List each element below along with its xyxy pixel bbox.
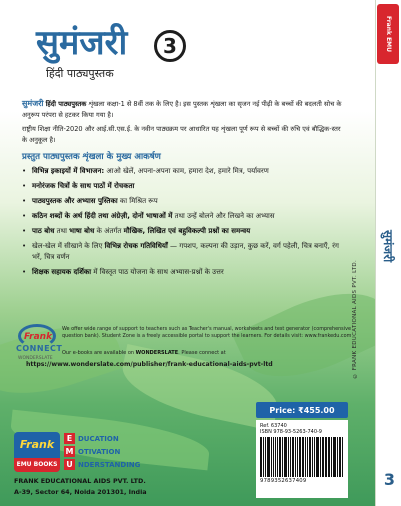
publisher-address: A-39, Sector 64, Noida 201301, India: [14, 488, 147, 496]
barcode-block: [256, 420, 348, 498]
connect-logo-top: Frank: [24, 332, 53, 342]
features-panel: [22, 150, 342, 346]
emu-word: NDERSTANDING: [78, 460, 141, 469]
barcode-bar: [325, 437, 327, 477]
bullet-icon: •: [22, 268, 27, 276]
bullet-icon: •: [22, 212, 27, 220]
book-spine: [363, 0, 401, 506]
barcode-bar: [331, 437, 332, 477]
emu-row: [64, 445, 154, 458]
barcode-bar: [316, 437, 319, 477]
feature-item: [22, 196, 342, 207]
barcode-number: 9789352637409: [260, 478, 307, 484]
ebook-note: [62, 350, 226, 356]
feature-bold: कठिन शब्दों के अर्थ हिंदी तथा अंग्रेज़ी, दोनों भाषाओं में: [32, 212, 173, 220]
barcode-bar: [299, 437, 302, 477]
barcode-bar: [288, 437, 289, 477]
feature-bold: विभिन्न इकाइयों में विभाजन:: [32, 167, 105, 175]
barcode-bar: [279, 437, 281, 477]
barcode-bar: [342, 437, 343, 477]
bullet-icon: •: [22, 167, 27, 175]
feature-item: [22, 181, 342, 192]
barcode-bar: [297, 437, 298, 477]
barcode-bar: [328, 437, 329, 477]
emu-word: OTIVATION: [78, 447, 121, 456]
emu-word: DUCATION: [78, 434, 119, 443]
price-label: Price: ₹455.00: [256, 402, 348, 418]
feature-item: [22, 226, 342, 237]
barcode-bar: [312, 437, 313, 477]
connect-logo-sub: WONDERSLATE: [18, 356, 53, 361]
barcode-bar: [322, 437, 324, 477]
spine-number: 3: [383, 470, 395, 489]
intro-paragraph-2: राष्ट्रीय शिक्षा नीति-2020 और आई.सी.एस.ई. के नवीन पाठ्यक्रम पर आधारित यह शृंखला पूर्ण रूप से बच्चों की रुचि एवं बौद्धिक-स्तर के अनुकूल है।: [22, 125, 341, 145]
feature-text: खेल-खेल में सीखाने के लिए: [32, 242, 105, 250]
barcode-bar: [307, 437, 308, 477]
connect-description: We offer wide range of support to teachers such as Teacher's manual, worksheets and test generator (comprehensive question bank). Student Zone is a freely accessible portal to support the learners. For details visit: www.frankedu.com: [62, 326, 352, 339]
emu-row: [64, 458, 154, 471]
emu-logo-top: Frank: [19, 438, 55, 451]
feature-bold: पाठ बोध: [32, 227, 55, 235]
ebook-post: . Please connect at: [178, 350, 226, 356]
feature-text: तथा उन्हें बोलने और लिखने का अभ्यास: [172, 212, 275, 220]
barcode-bar: [263, 437, 264, 477]
barcode-bar: [282, 437, 283, 477]
feature-text: का मिश्रित रूप: [117, 197, 158, 205]
barcode-bar: [292, 437, 294, 477]
feature-text: के अंतर्गत: [94, 227, 124, 235]
connect-logo-bottom: CONNECT: [16, 344, 63, 353]
bullet-icon: •: [22, 197, 27, 205]
barcode-bar: [320, 437, 321, 477]
bullet-icon: •: [22, 182, 27, 190]
emu-letter: M: [65, 447, 74, 456]
bullet-icon: •: [22, 227, 27, 235]
ebook-pre: Our e-books are available on: [62, 350, 136, 356]
frank-emu-logo: [14, 432, 60, 472]
feature-text: में विस्तृत पाठ योजना के साथ अभ्यास-प्रश्नों के उत्तर: [91, 268, 224, 276]
intro-lead: सुमंजरी: [22, 99, 44, 108]
frank-connect-logo: [14, 324, 63, 366]
feature-text: — गपशप, कल्पना की उड़ान, कुछ करें, वर्ग पहेली, चित्र बनाएँ, रंग भरें, चित्र वर्णन: [32, 242, 339, 261]
emu-logo-bottom: EMU BOOKS: [14, 458, 60, 472]
barcode-bar: [305, 437, 306, 477]
barcode-bar: [265, 437, 266, 477]
barcode-bar: [267, 437, 270, 477]
book-title: सुमंजरी: [36, 23, 128, 63]
feature-bold: विभिन्न रोचक गतिविधियाँ: [104, 242, 168, 250]
barcode-bar: [337, 437, 338, 477]
emu-row: [64, 432, 154, 445]
barcode-bar: [333, 437, 336, 477]
publisher-name: FRANK EDUCATIONAL AIDS PVT. LTD.: [14, 477, 146, 485]
spine-title: सुमंजरी: [381, 230, 395, 263]
features-title: प्रस्तुत पाठ्यपुस्तक शृंखला के मुख्य आकर्षण: [22, 152, 161, 162]
barcode-bar: [275, 437, 276, 477]
feature-bold: मनोरंजक चित्रों के साथ पाठों में रोचकता: [32, 182, 135, 190]
barcode-bars: [260, 437, 344, 477]
intro-text: शृंखला कक्षा-1 से 8वीं तक के लिए है। इस पुस्तक शृंखला का सृजन नई पीढ़ी के बच्चों की बदलती सोच के अनुरूप परंपरा से हटकर किया गया है।: [22, 100, 342, 120]
barcode-bar: [290, 437, 291, 477]
barcode-bar: [273, 437, 275, 477]
barcode-bar: [277, 437, 278, 477]
book-number-badge: 3: [154, 30, 186, 62]
feature-bold: भाषा बोध: [69, 227, 95, 235]
spine-brand: Frank EMU BOOKS: [377, 4, 399, 64]
feature-item: [22, 166, 342, 177]
feature-text: आओ खेलें, अपना-अपना काम, हमारा देश, हमारे मित्र, पर्यावरण: [104, 167, 269, 175]
barcode-bar: [271, 437, 272, 477]
feature-item: [22, 211, 342, 222]
feature-bold: शिक्षक सहायक दर्शिका: [32, 268, 92, 276]
ebook-brand: WONDERSLATE: [135, 350, 179, 356]
barcode-bar: [260, 437, 262, 477]
barcode-bar: [339, 437, 341, 477]
barcode-bar: [295, 437, 296, 477]
feature-text: तथा: [54, 227, 70, 235]
barcode-bar: [309, 437, 311, 477]
emu-letter: E: [64, 433, 75, 444]
barcode-bar: [314, 437, 315, 477]
intro-paragraph: [22, 98, 342, 121]
feature-item: [22, 241, 342, 263]
emu-motto: [64, 432, 154, 471]
barcode-ref: Ref. 63740: [260, 423, 287, 429]
intro-bold: हिंदी पाठ्यपुस्तक: [45, 100, 87, 108]
feature-bold: मौखिक, लिखित एवं बहुविकल्पी प्रश्नों का समन्वय: [123, 227, 251, 235]
barcode-isbn: ISBN 978-93-5263-740-9: [260, 429, 322, 435]
copyright-text: © FRANK EDUCATIONAL AIDS PVT. LTD.: [352, 260, 358, 379]
barcode-bar: [329, 437, 330, 477]
barcode-bar: [302, 437, 304, 477]
feature-bold: पाठ्यपुस्तक और अभ्यास पुस्तिका: [32, 197, 118, 205]
emu-letter: U: [64, 459, 75, 470]
feature-item: [22, 267, 342, 278]
book-subtitle: हिंदी पाठ्यपुस्तक: [46, 67, 114, 80]
publisher-url[interactable]: https://www.wonderslate.com/publisher/frank-educational-aids-pvt-ltd: [26, 361, 273, 368]
bullet-icon: •: [22, 242, 27, 250]
barcode-bar: [284, 437, 287, 477]
